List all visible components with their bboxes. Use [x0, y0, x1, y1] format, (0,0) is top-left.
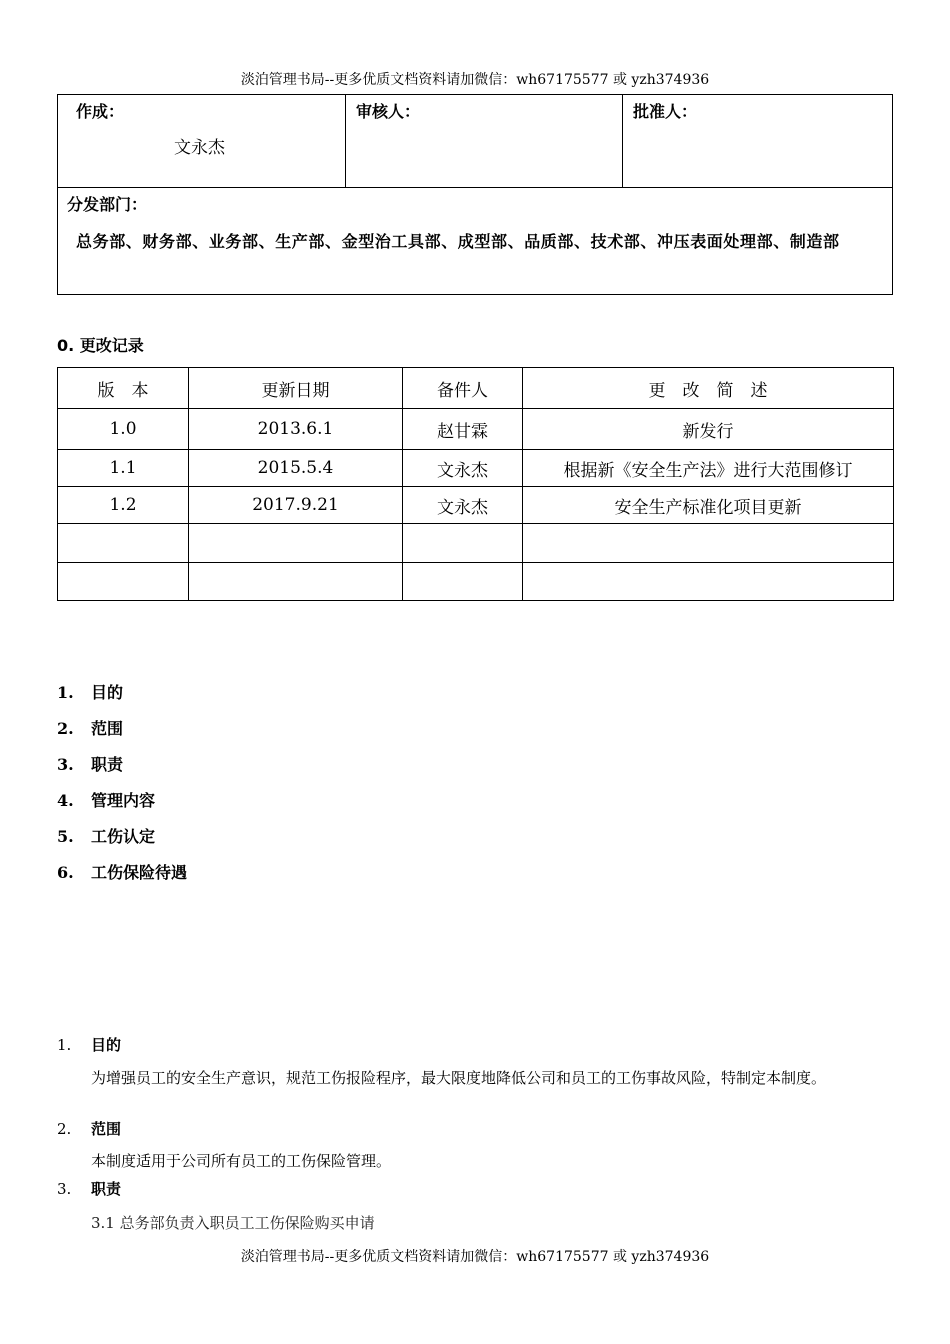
author-label: 作成：	[76, 102, 125, 121]
cell-summary: 根据新《安全生产法》进行大范围修订	[523, 450, 894, 487]
purpose-paragraph: 为增强员工的安全生产意识，规范工伤报险程序，最大限度地降低公司和员工的工伤事故风险，特制定本制度。	[91, 1069, 827, 1087]
author-cell	[58, 95, 346, 187]
section-heading-purpose: 1. 目的	[57, 1036, 122, 1054]
signoff-row	[58, 95, 892, 188]
distribution-label: 分发部门：	[67, 195, 148, 214]
revision-title: 0. 更改记录	[57, 336, 144, 355]
table-row	[58, 487, 894, 524]
cell-person	[403, 563, 523, 601]
cell-summary: 新发行	[523, 409, 894, 450]
distribution-text: 总务部、财务部、业务部、生产部、金型治工具部、成型部、品质部、技术部、冲压表面处理部、制造部	[76, 232, 840, 251]
toc-item: 6. 工伤保险待遇	[57, 863, 188, 882]
cell-person: 文永杰	[403, 487, 523, 524]
table-row	[58, 563, 894, 601]
header-date: 更新日期	[189, 368, 403, 409]
cell-summary	[523, 524, 894, 563]
cell-date: 2017.9.21	[189, 487, 403, 524]
cell-date: 2015.5.4	[189, 450, 403, 487]
toc-item: 1. 目的	[57, 683, 124, 702]
cell-version: 1.0	[58, 409, 189, 450]
scope-paragraph: 本制度适用于公司所有员工的工伤保险管理。	[91, 1152, 392, 1170]
header-version: 版 本	[58, 368, 189, 409]
signoff-box	[57, 94, 893, 295]
section-heading-scope: 2. 范围	[57, 1120, 122, 1138]
table-row	[58, 450, 894, 487]
toc-item: 4. 管理内容	[57, 791, 156, 810]
cell-date	[189, 563, 403, 601]
revision-header-row	[58, 368, 894, 409]
toc-item: 3. 职责	[57, 755, 124, 774]
cell-person	[403, 524, 523, 563]
header-person: 备件人	[403, 368, 523, 409]
page-footer: 淡泊管理书局--更多优质文档资料请加微信：wh67175577 或 yzh374936	[240, 1249, 710, 1265]
table-row	[58, 409, 894, 450]
cell-person: 文永杰	[403, 450, 523, 487]
header-summary: 更 改 简 述	[523, 368, 894, 409]
cell-version	[58, 524, 189, 563]
cell-person: 赵甘霖	[403, 409, 523, 450]
cell-version: 1.1	[58, 450, 189, 487]
reviewer-cell	[346, 95, 623, 187]
cell-summary	[523, 563, 894, 601]
toc-item: 5. 工伤认定	[57, 827, 156, 846]
table-row	[58, 524, 894, 563]
author-name: 文永杰	[174, 138, 225, 158]
section-heading-duties: 3. 职责	[57, 1180, 122, 1198]
cell-date: 2013.6.1	[189, 409, 403, 450]
toc-item: 2. 范围	[57, 719, 124, 738]
approver-cell	[623, 95, 892, 187]
cell-date	[189, 524, 403, 563]
cell-version	[58, 563, 189, 601]
reviewer-label: 审核人：	[356, 102, 421, 121]
revision-table	[57, 367, 894, 601]
cell-version: 1.2	[58, 487, 189, 524]
cell-summary: 安全生产标准化项目更新	[523, 487, 894, 524]
approver-label: 批准人：	[633, 102, 698, 121]
page-header: 淡泊管理书局--更多优质文档资料请加微信：wh67175577 或 yzh374936	[240, 72, 710, 88]
duty-item: 3.1 总务部负责入职员工工伤保险购买申请	[91, 1214, 375, 1232]
